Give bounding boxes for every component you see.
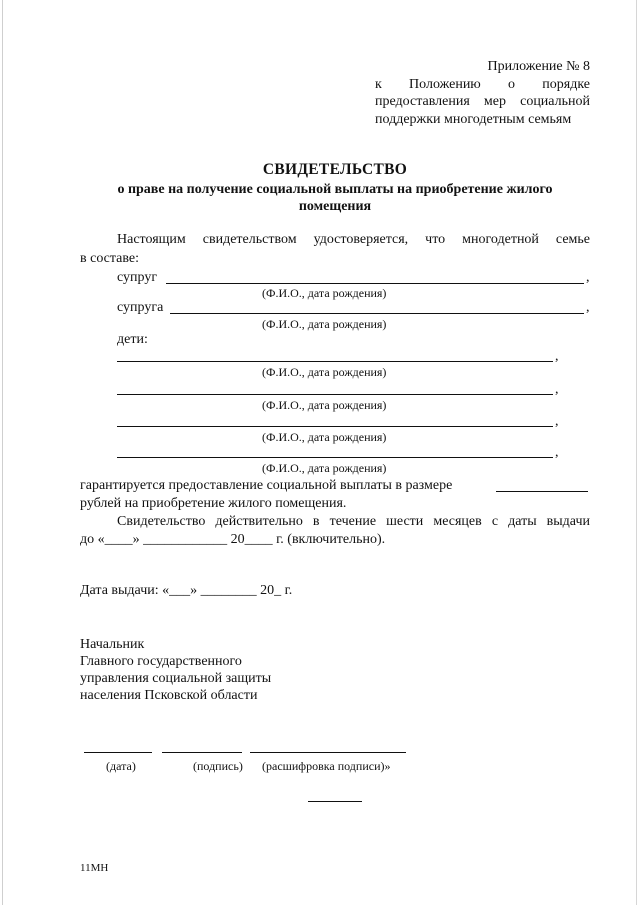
spouse-f-label: супруга (117, 300, 164, 315)
child-field-2[interactable] (117, 394, 553, 395)
comma-3: , (555, 349, 559, 364)
caption-date: (дата) (106, 759, 136, 773)
comma-2: , (586, 300, 590, 315)
spouse-f-field[interactable] (170, 313, 584, 314)
scan-edge-right (636, 0, 637, 905)
child-field-1[interactable] (117, 361, 553, 362)
intro-line-1: Настоящим свидетельством удостоверяется, что многодетной семье (117, 232, 590, 247)
footer-code: 11МН (80, 862, 109, 874)
child-field-4[interactable] (117, 457, 553, 458)
appendix-line-3: поддержки многодетным семьям (375, 111, 572, 127)
appendix-line-2: предоставления мер социальной (375, 94, 590, 109)
field-caption: (Ф.И.О., дата рождения) (262, 286, 387, 300)
field-caption: (Ф.И.О., дата рождения) (262, 461, 387, 475)
appendix-line-1: к Положению о порядке (375, 76, 590, 92)
document-title: СВИДЕТЕЛЬСТВО (262, 161, 408, 178)
validity-line-2: до «____» ____________ 20____ г. (включительно). (80, 532, 386, 547)
signatory-line-4: населения Псковской области (80, 688, 258, 703)
signature-field[interactable] (162, 752, 242, 753)
comma-6: , (555, 445, 559, 460)
comma-1: , (586, 270, 590, 285)
spouse-m-label: супруг (117, 270, 158, 285)
signatory-line-3: управления социальной защиты (80, 671, 272, 686)
transcript-field[interactable] (250, 752, 406, 753)
field-caption: (Ф.И.О., дата рождения) (262, 398, 387, 412)
caption-transcript: (расшифровка подписи)» (262, 759, 391, 773)
appendix-block (375, 58, 590, 128)
field-caption: (Ф.И.О., дата рождения) (262, 365, 387, 379)
children-label: дети: (117, 332, 148, 347)
comma-4: , (555, 382, 559, 397)
signatory-line-1: Начальник (80, 637, 145, 652)
intro-line-2: в составе: (80, 251, 140, 266)
field-caption: (Ф.И.О., дата рождения) (262, 430, 387, 444)
caption-signature: (подпись) (193, 759, 243, 773)
guarantee-line-1: гарантируется предоставление социальной выплаты в размере (80, 478, 453, 493)
comma-5: , (555, 414, 559, 429)
closing-rule (308, 801, 362, 802)
child-field-3[interactable] (117, 426, 553, 427)
amount-field[interactable] (496, 491, 588, 492)
date-sign-field[interactable] (84, 752, 152, 753)
guarantee-line-2: рублей на приобретение жилого помещения. (80, 496, 347, 511)
issue-date: Дата выдачи: «___» ________ 20_ г. (80, 583, 293, 598)
validity-line-1: Свидетельство действительно в течение шести месяцев с даты выдачи (117, 514, 590, 529)
field-caption: (Ф.И.О., дата рождения) (262, 317, 387, 331)
spouse-m-field[interactable] (166, 283, 584, 284)
signatory-line-2: Главного государственного (80, 654, 242, 669)
document-subtitle: о праве на получение социальной выплаты на приобретение жилого помещения (117, 182, 553, 214)
scan-edge-left (2, 0, 3, 905)
appendix-title: Приложение № 8 (487, 59, 590, 74)
